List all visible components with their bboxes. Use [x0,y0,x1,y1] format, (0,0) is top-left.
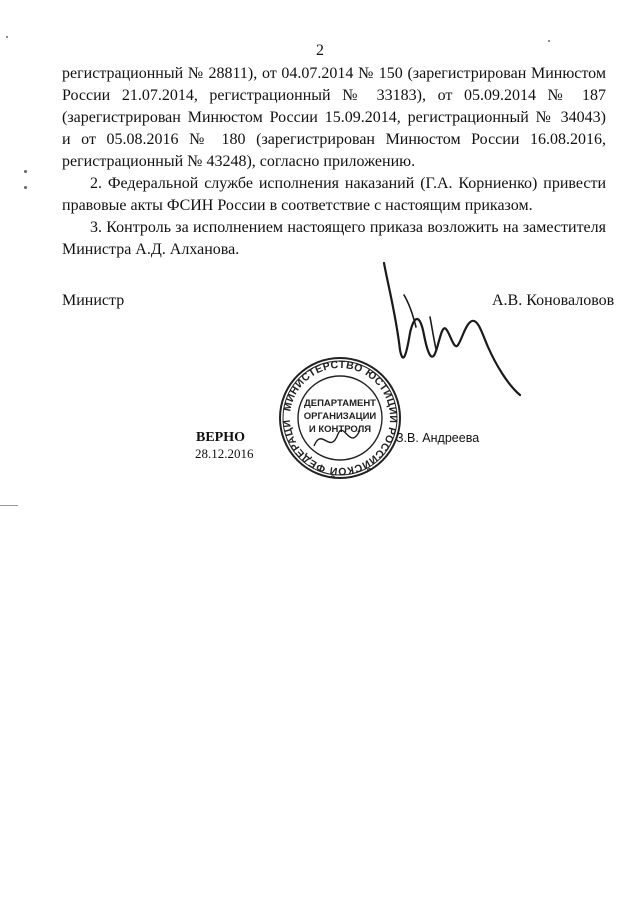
certifier-name: З.В. Андреева [396,431,480,445]
paragraph-1-line: России 21.07.2014, регистрационный № 33183), от 05.09.2014 № 187 [62,87,606,104]
scan-speck [548,40,550,42]
signatory-title: Министр [62,292,125,309]
signatory-name: А.В. Коноваловов [492,292,615,309]
paragraph-1-line: (зарегистрирован Минюстом России 15.09.2014, регистрационный № 34043) [62,109,606,126]
paragraph-1 [62,63,606,173]
scan-speck [24,186,27,189]
stamp-inner-line: ДЕПАРТАМЕНТ [304,398,376,409]
paragraph-2-line: 2. Федеральной службе исполнения наказаний (Г.А. Корниенко) привести [90,175,606,192]
certification-date: 28.12.2016 [195,446,254,461]
paragraph-2 [62,173,606,217]
document-body [62,63,606,261]
paragraph-1-line: и от 05.08.2016 № 180 (зарегистрирован Минюстом России 16.08.2016, [62,131,606,148]
scan-edge-line [0,505,18,506]
paragraph-1-line: регистрационный № 28811), от 04.07.2014 № 150 (зарегистрирован Минюстом [62,65,606,82]
scan-speck [24,170,27,173]
department-stamp [278,356,402,480]
paragraph-1-line: регистрационный № 43248), согласно приложению. [62,153,416,170]
paragraph-3-line: 3. Контроль за исполнением настоящего приказа возложить на заместителя [90,219,606,236]
stamp-outer-text: МИНИСТЕРСТВО ЮСТИЦИИ РОССИЙСКОЙ ФЕДЕРАЦИ [280,358,400,478]
paragraph-3-line: Министра А.Д. Алханова. [62,241,240,258]
stamp-inner-line: ОРГАНИЗАЦИИ [303,411,377,422]
page-number: 2 [316,42,324,59]
paragraph-2-line: правовые акты ФСИН России в соответствие с настоящим приказом. [62,197,533,214]
certification-label: ВЕРНО [196,430,246,445]
stamp-inner-line: И КОНТРОЛЯ [308,424,372,435]
scan-speck [6,36,8,38]
